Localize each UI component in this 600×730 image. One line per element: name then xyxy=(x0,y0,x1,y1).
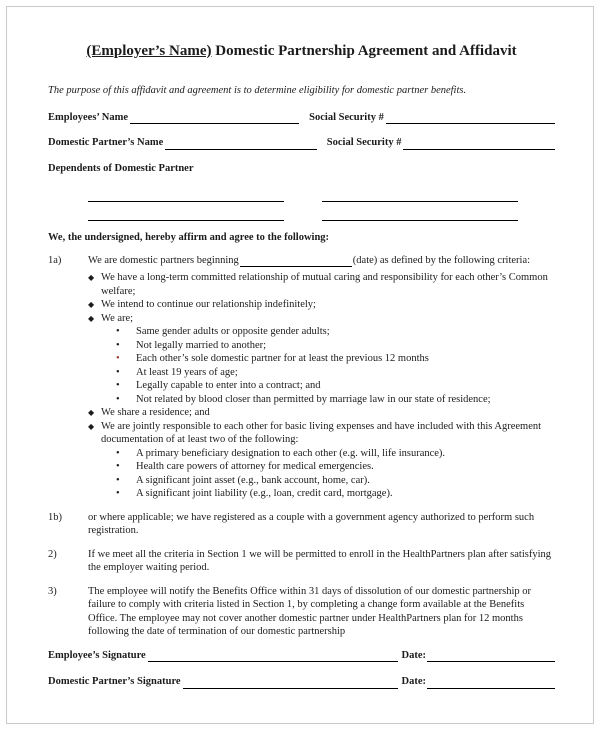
purpose-statement: The purpose of this affidavit and agreement is to determine eligibility for domestic partner benefits. xyxy=(48,85,467,96)
dot-bullet-icon: • xyxy=(116,474,120,486)
list-item xyxy=(116,352,555,366)
section-3-number: 3) xyxy=(48,585,57,597)
sub-criteria-text: Same gender adults or opposite gender adults; xyxy=(136,326,330,337)
dependents-label: Dependents of Domestic Partner xyxy=(48,162,194,174)
sub-criteria-text: Health care powers of attorney for medical emergencies. xyxy=(136,461,374,472)
dot-bullet-icon: • xyxy=(116,339,120,351)
sub-criteria-text: A significant joint liability (e.g., loan, credit card, mortgage). xyxy=(136,488,393,499)
diamond-bullet-icon: ◆ xyxy=(88,313,95,323)
employee-name-label: Employees’ Name xyxy=(48,111,128,123)
document-title xyxy=(48,42,555,61)
section-1a-body xyxy=(88,254,555,501)
partner-name-blank[interactable] xyxy=(165,138,317,150)
criteria-list xyxy=(88,271,555,501)
section-1a-after-text: (date) as defined by the following criteria: xyxy=(352,254,531,266)
list-item xyxy=(116,460,555,474)
diamond-bullet-icon: ◆ xyxy=(88,273,95,282)
dependents-row-1 xyxy=(88,189,555,202)
section-3-text: The employee will notify the Benefits Office within 31 days of dissolution of our domestic partnership or failure to comply with criteria listed in Section 1, by completing a change form available at the Benefits Office. The employee may not cover another domestic partner under HealthPartners plan for 12 months following the date of termination of our domestic partnership xyxy=(88,585,532,637)
list-item xyxy=(88,312,555,326)
sub-criteria-list xyxy=(116,325,555,406)
sub-criteria-text: Not legally married to another; xyxy=(136,339,267,351)
dot-bullet-icon: • xyxy=(116,326,120,337)
dot-bullet-icon: • xyxy=(116,447,120,459)
list-item xyxy=(116,339,555,353)
spacer xyxy=(284,208,322,221)
sub-criteria-list xyxy=(116,447,555,501)
diamond-bullet-icon: ◆ xyxy=(88,408,95,417)
date-blank-2[interactable] xyxy=(427,677,555,689)
document-title-rest: Domestic Partnership Agreement and Affidavit xyxy=(211,43,517,59)
sub-criteria-text: Not related by blood closer than permitted by marriage law in our state of residence; xyxy=(136,393,491,405)
diamond-bullet-icon: ◆ xyxy=(88,300,95,309)
list-item xyxy=(88,298,555,312)
section-1a-number: 1a) xyxy=(48,254,62,266)
criteria-text: We are jointly responsible to each other for basic living expenses and have included with this Agreement documentation of at least two of the following: xyxy=(101,420,542,445)
dot-bullet-icon: • xyxy=(116,393,120,405)
employee-name-row xyxy=(48,111,555,125)
criteria-text: We intend to continue our relationship indefinitely; xyxy=(101,299,316,310)
sub-criteria-text: A primary beneficiary designation to each other (e.g. will, life insurance). xyxy=(136,447,446,459)
dependents-row-2 xyxy=(88,208,555,221)
section-1a xyxy=(48,254,555,501)
dependent-blank-2[interactable] xyxy=(322,189,518,202)
partner-name-row xyxy=(48,136,555,150)
dot-bullet-icon: • xyxy=(116,380,120,391)
list-item xyxy=(116,379,555,393)
sub-criteria-text: Each other’s sole domestic partner for at least the previous 12 months xyxy=(136,353,429,364)
sub-criteria-text: Legally capable to enter into a contract; and xyxy=(136,380,321,391)
affirmation-statement: We, the undersigned, hereby affirm and agree to the following: xyxy=(48,232,330,243)
criteria-text: We are; xyxy=(101,312,134,324)
ssn-label-1: Social Security # xyxy=(309,111,384,123)
section-2 xyxy=(48,548,555,575)
date-label-1: Date: xyxy=(401,649,426,661)
criteria-text: We share a residence; and xyxy=(101,407,210,418)
criteria-text: We have a long-term committed relationship of mutual caring and responsibility for each other’s Common welfare; xyxy=(101,272,548,297)
employee-name-blank[interactable] xyxy=(130,112,299,124)
dot-bullet-icon: • xyxy=(116,366,120,378)
list-item xyxy=(116,393,555,407)
list-item xyxy=(116,487,555,501)
employer-name-placeholder: (Employer’s Name) xyxy=(86,43,212,59)
ssn-blank-2[interactable] xyxy=(403,138,555,150)
employee-signature-label: Employee’s Signature xyxy=(48,649,146,661)
dot-bullet-icon: • xyxy=(116,488,120,499)
section-1b xyxy=(48,511,555,538)
ssn-blank-1[interactable] xyxy=(386,112,555,124)
list-item xyxy=(88,271,555,298)
dot-bullet-icon: • xyxy=(116,461,120,472)
section-2-text: If we meet all the criteria in Section 1 we will be permitted to enroll in the HealthPartners plan after satisfying the employer waiting period. xyxy=(88,548,552,573)
section-1b-text: or where applicable; we have registered as a couple with a government agency authorized to perform such registration. xyxy=(88,511,535,536)
sub-criteria-text: At least 19 years of age; xyxy=(136,366,238,378)
list-item xyxy=(116,474,555,488)
date-blank-1[interactable] xyxy=(427,650,555,662)
dependent-blank-3[interactable] xyxy=(88,208,284,221)
spacer xyxy=(284,189,322,202)
partner-name-label: Domestic Partner’s Name xyxy=(48,137,164,148)
sub-criteria-text: A significant joint asset (e.g., bank account, home, car). xyxy=(136,474,370,486)
section-2-number: 2) xyxy=(48,548,57,560)
list-item xyxy=(88,406,555,420)
dependent-blank-4[interactable] xyxy=(322,208,518,221)
section-1a-lead-line xyxy=(88,254,555,268)
date-label-2: Date: xyxy=(401,676,426,687)
diamond-bullet-icon: ◆ xyxy=(88,421,95,431)
section-1b-number: 1b) xyxy=(48,511,62,523)
section-1a-lead-text: We are domestic partners beginning xyxy=(88,254,239,266)
section-3 xyxy=(48,585,555,639)
dependent-blank-1[interactable] xyxy=(88,189,284,202)
ssn-label-2: Social Security # xyxy=(326,137,402,148)
partner-signature-row xyxy=(48,675,555,689)
partner-signature-label: Domestic Partner’s Signature xyxy=(48,676,181,687)
employee-signature-blank[interactable] xyxy=(148,650,398,662)
list-item xyxy=(116,447,555,461)
list-item xyxy=(116,325,555,339)
dot-bullet-icon: • xyxy=(116,353,120,364)
date-blank[interactable] xyxy=(240,255,352,267)
list-item xyxy=(116,366,555,380)
partner-signature-blank[interactable] xyxy=(183,677,398,689)
employee-signature-row xyxy=(48,649,555,663)
list-item xyxy=(88,420,555,447)
